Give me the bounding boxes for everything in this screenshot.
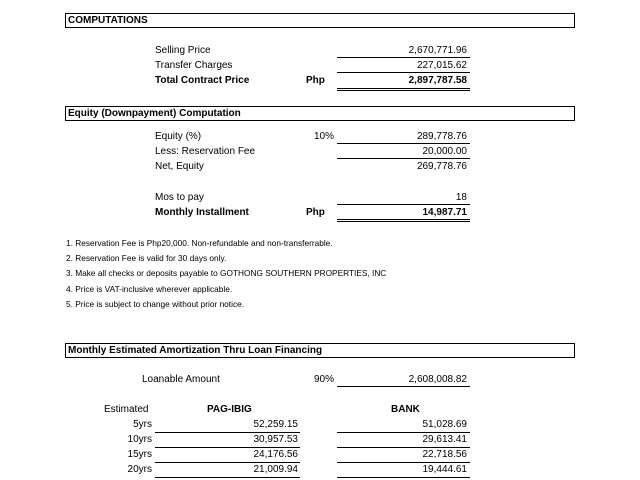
row-underline [155, 477, 300, 478]
note-5: 5. Price is subject to change without prior notice. [66, 299, 245, 309]
pagibig-amount: 24,176.56 [253, 449, 298, 460]
note-1: 1. Reservation Fee is Php20,000. Non-refundable and non-transferrable. [66, 238, 333, 248]
monthly-installment-value: 14,987.71 [422, 207, 467, 218]
pagibig-column-header: PAG-IBIG [207, 404, 252, 415]
monthly-double-underline-1 [337, 219, 470, 220]
mos-to-pay-underline [337, 204, 470, 205]
reservation-fee-underline [337, 158, 470, 159]
row-underline [337, 447, 470, 448]
selling-price-value: 2,670,771.96 [408, 45, 467, 56]
transfer-charges-label: Transfer Charges [155, 60, 233, 71]
loanable-amount-value: 2,608,008.82 [408, 374, 467, 385]
loanable-underline [337, 386, 470, 387]
total-double-underline-1 [337, 88, 470, 89]
monthly-double-underline-2 [337, 221, 470, 222]
row-underline [337, 477, 470, 478]
bank-amount: 29,613.41 [422, 434, 467, 445]
bank-amount: 22,718.56 [422, 449, 467, 460]
pagibig-amount: 52,259.15 [253, 419, 298, 430]
equity-value: 289,778.76 [416, 131, 467, 142]
loanable-percent: 90% [314, 374, 335, 385]
mos-to-pay-label: Mos to pay [155, 192, 204, 203]
equity-label: Equity (%) [155, 131, 202, 142]
row-underline [337, 432, 470, 433]
amortization-term: 10yrs [127, 434, 152, 445]
monthly-currency: Php [306, 207, 325, 218]
equity-underline [337, 143, 470, 144]
mos-to-pay-value: 18 [455, 192, 467, 203]
transfer-charges-value: 227,015.62 [416, 60, 467, 71]
net-equity-value: 269,778.76 [416, 161, 467, 172]
total-contract-price-value: 2,897,787.58 [408, 75, 467, 86]
row-underline [155, 447, 300, 448]
amortization-term: 5yrs [133, 419, 152, 430]
pagibig-amount: 30,957.53 [253, 434, 298, 445]
note-3: 3. Make all checks or deposits payable to GOTHONG SOUTHERN PROPERTIES, INC [66, 268, 387, 278]
estimated-label: Estimated [104, 404, 149, 415]
note-2: 2. Reservation Fee is valid for 30 days only. [66, 253, 227, 263]
loanable-amount-label: Loanable Amount [142, 374, 220, 385]
row-underline [337, 462, 470, 463]
monthly-installment-label: Monthly Installment [155, 207, 249, 218]
amortization-term: 20yrs [127, 464, 152, 475]
selling-price-label: Selling Price [155, 45, 211, 56]
equity-header: Equity (Downpayment) Computation [65, 106, 575, 121]
row-underline [155, 462, 300, 463]
amortization-term: 15yrs [127, 449, 152, 460]
transfer-charges-underline [337, 72, 470, 73]
reservation-fee-label: Less: Reservation Fee [155, 146, 256, 157]
bank-amount: 19,444.61 [422, 464, 467, 475]
bank-column-header: BANK [391, 404, 420, 415]
computations-header: COMPUTATIONS [65, 13, 575, 28]
bank-amount: 51,028.69 [422, 419, 467, 430]
total-double-underline-2 [337, 90, 470, 91]
row-underline [155, 432, 300, 433]
total-contract-price-label: Total Contract Price [155, 75, 250, 86]
selling-price-underline [337, 57, 470, 58]
reservation-fee-value: 20,000.00 [422, 146, 467, 157]
pagibig-amount: 21,009.94 [253, 464, 298, 475]
amortization-header: Monthly Estimated Amortization Thru Loan Financing [65, 343, 575, 358]
total-currency: Php [306, 75, 325, 86]
net-equity-label: Net, Equity [155, 161, 204, 172]
equity-percent: 10% [314, 131, 335, 142]
note-4: 4. Price is VAT-inclusive wherever applicable. [66, 284, 233, 294]
